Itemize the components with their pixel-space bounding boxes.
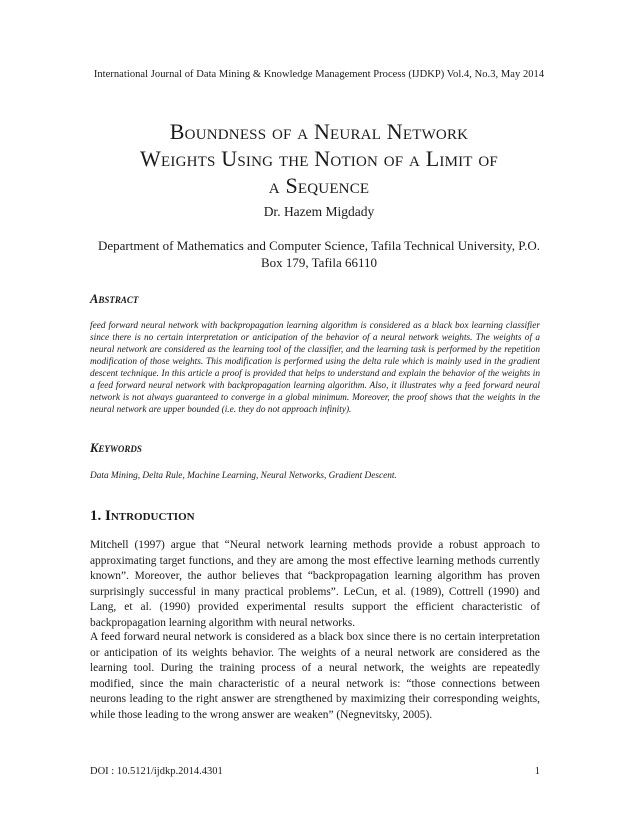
introduction-paragraph-1: Mitchell (1997) argue that “Neural network learning methods provide a robust approach to approximating target functions, and they are among the most effective learning methods currently known”. Moreover, the author believes that “backpropagation learning algorithm has proven surprisingly successful in many practical problems”. LeCun, et al. (1989), Cottrell (1990) and Lang, et al. (1990) provided experimental results support the efficient characteristic of backpropagation learning algorithm with neural networks. [90,539,540,629]
author-affiliation: Department of Mathematics and Computer Science, Tafila Technical University, P.O. Box 179, Tafila 66110 [98,238,540,270]
keywords-text: Data Mining, Delta Rule, Machine Learning, Neural Networks, Gradient Descent. [90,471,397,481]
page-footer [90,766,540,777]
title-line-2: Weights Using the Notion of a Limit of [140,146,498,171]
author-name: Dr. Hazem Migdady [263,204,375,219]
page-number: 1 [534,766,540,777]
title-line-1: Boundness of a Neural Network [169,119,469,144]
running-header: International Journal of Data Mining & Knowledge Management Process (IJDKP) Vol.4, No.3, May 2014 [93,69,545,80]
title-line-3: a Sequence [268,173,370,198]
abstract-text: feed forward neural network with backpropagation learning algorithm is considered as a black box learning classifier since there is no certain interpretation or anticipation of the behavior of a neural network weights. The weights of a neural network are considered as the learning tool of the classifier, and the learning task is performed by the repetition modification of those weights. This modification is performed using the delta rule which is mainly used in the gradient descent technique. In this article a proof is provided that helps to understand and explain the behavior of the weights in a feed forward neural network with backpropagation learning algorithm. Also, it illustrates why a feed forward neural network is not always guaranteed to converge in a global minimum. Moreover, the proof shows that the weights in the neural network are upper bounded (i.e. they do not approach infinity). [90,321,540,415]
abstract-heading: Abstract [90,292,139,306]
keywords-heading: Keywords [90,441,142,455]
introduction-heading: 1. Introduction [90,508,195,524]
introduction-paragraph-2: A feed forward neural network is considered as a black box since there is no certain interpretation or anticipation of its weights behavior. The weights of a neural network are considered as the learning tool. During the training process of a neural network, the weights are repeatedly modified, since the main characteristic of a neural network is: “those connections between neurons leading to the right answer are strengthened by maximizing their corresponding weights, while those leading to the wrong answer are weaken” (Negnevitsky, 2005). [90,631,540,721]
paper-title [60,118,578,199]
doi-text: DOI : 10.5121/ijdkp.2014.4301 [90,766,223,777]
